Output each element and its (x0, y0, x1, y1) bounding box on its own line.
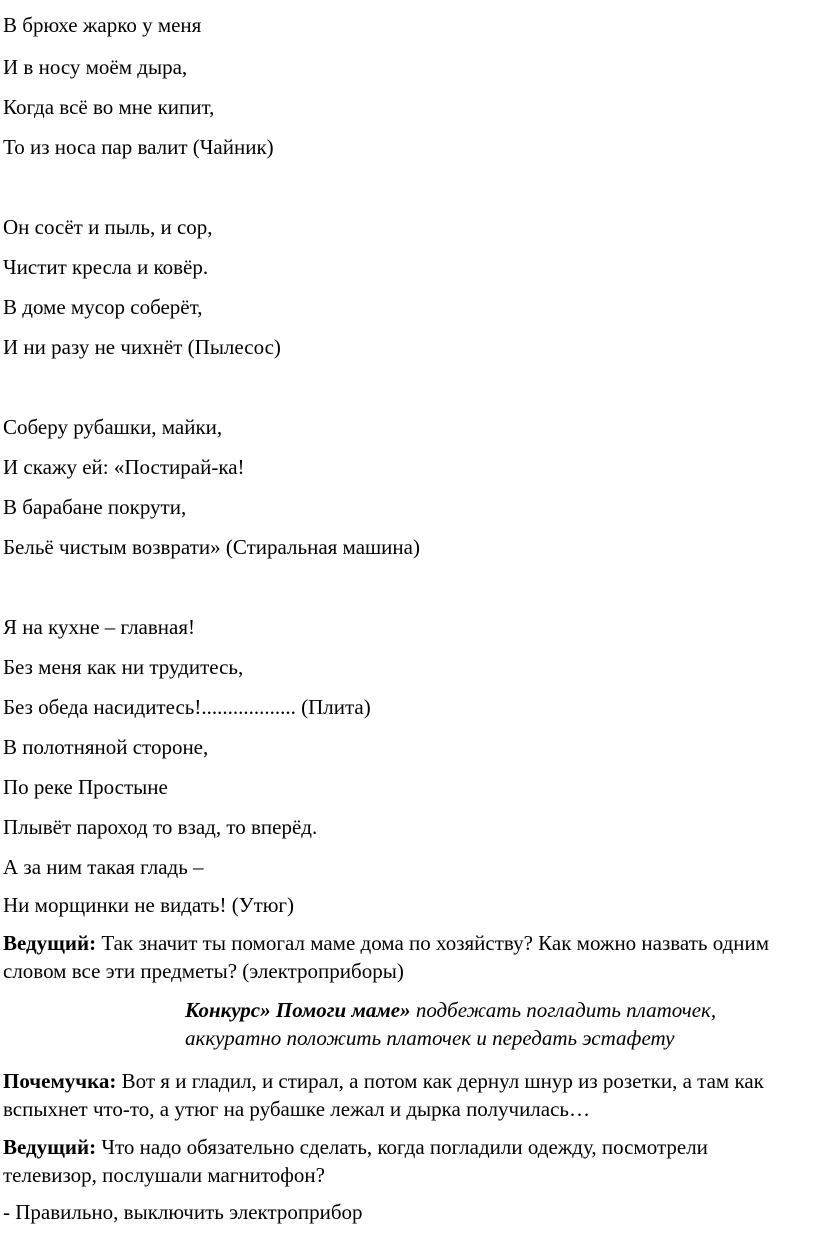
host-label: Ведущий: (3, 1135, 97, 1159)
riddle-line: Я на кухне – главная! (3, 615, 196, 639)
riddle-line: Без обеда насидитесь!.................. (Плита) (3, 695, 371, 719)
host-question-2 (3, 1133, 803, 1189)
riddle-line: А за ним такая гладь – (3, 855, 204, 879)
riddle-line: По реке Простыне (3, 775, 168, 799)
riddle-line: Без меня как ни трудитесь, (3, 655, 244, 679)
riddle-line: И скажу ей: «Постирай-ка! (3, 455, 245, 479)
final-line: - Правильно, выключить электроприбор (3, 1200, 363, 1224)
riddle-line: То из носа пар валит (Чайник) (3, 135, 274, 159)
contest-block (185, 996, 805, 1052)
riddle-line: В барабане покрути, (3, 495, 187, 519)
riddle-line: И ни разу не чихнёт (Пылесос) (3, 335, 281, 359)
riddle-line: Он сосёт и пыль, и сор, (3, 215, 213, 239)
contest-title: Конкурс» Помоги маме» (185, 998, 411, 1022)
host-text: Так значит ты помогал маме дома по хозяйству? Как можно назвать одним словом все эти предметы? (электроприборы) (3, 931, 770, 983)
riddle-line: Чистит кресла и ковёр. (3, 255, 209, 279)
riddle-line: Плывёт пароход то взад, то вперёд. (3, 815, 318, 839)
riddle-line: В полотняной стороне, (3, 735, 209, 759)
riddle-line: В доме мусор соберёт, (3, 295, 203, 319)
riddle-line: В брюхе жарко у меня (3, 13, 202, 37)
riddle-line: Соберу рубашки, майки, (3, 415, 223, 439)
contest-text: подбежать погладить платочек, аккуратно положить платочек и передать эстафету (185, 998, 717, 1050)
riddle-line: Ни морщинки не видать! (Утюг) (3, 893, 295, 917)
host-text: Что надо обязательно сделать, когда погладили одежду, посмотрели телевизор, послушали магнитофон? (3, 1135, 708, 1187)
pochemuchka-label: Почемучка: (3, 1069, 117, 1093)
pochemuchka-line (3, 1067, 803, 1123)
riddle-line: И в носу моём дыра, (3, 55, 188, 79)
riddle-line: Бельё чистым возврати» (Стиральная машина) (3, 535, 420, 559)
pochemuchka-text: Вот я и гладил, и стирал, а потом как дернул шнур из розетки, а там как вспыхнет что-то, а утюг на рубашке лежал и дырка получилась… (3, 1069, 764, 1121)
host-question-1 (3, 929, 803, 985)
riddle-line: Когда всё во мне кипит, (3, 95, 215, 119)
host-label: Ведущий: (3, 931, 97, 955)
